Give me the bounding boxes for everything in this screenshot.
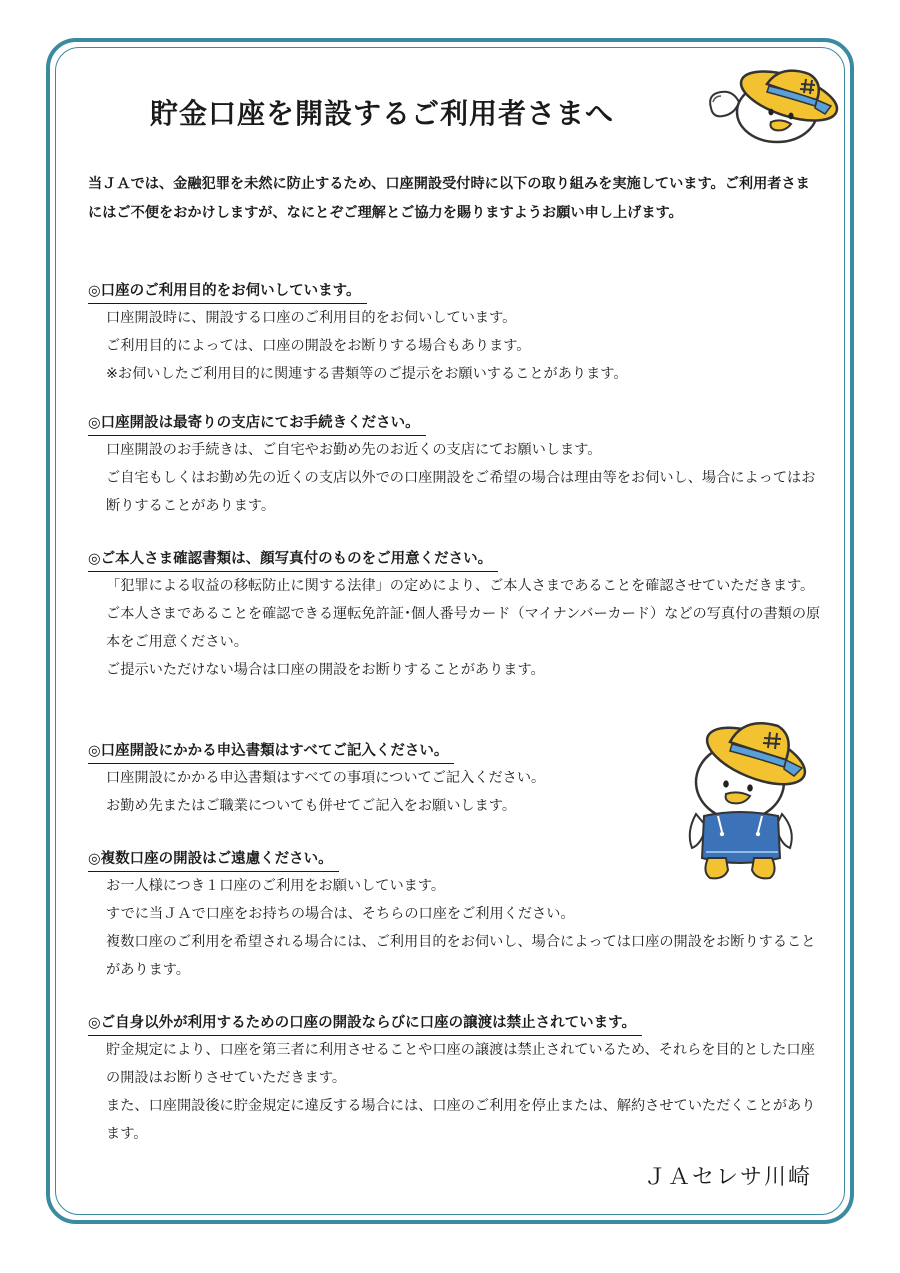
section-heading: ◎ご自身以外が利用するための口座の開設ならびに口座の譲渡は禁止されています。 xyxy=(88,1012,642,1036)
section-line: 口座開設にかかる申込書類はすべての事項についてご記入ください。 xyxy=(106,770,546,786)
section-line: ご利用目的によっては、口座の開設をお断りする場合もあります。 xyxy=(106,338,531,354)
section-line: ※お伺いしたご利用目的に関連する書類等のご提示をお願いすることがあります。 xyxy=(106,366,628,382)
section-line: 複数口座のご利用を希望される場合には、ご利用目的をお伺いし、場合によっては口座の開設をお断りすることがあります。 xyxy=(106,934,816,978)
section-identification xyxy=(88,548,823,684)
section-line: 「犯罪による収益の移転防止に関する法律」の定めにより、ご本人さまであることを確認させていただきます。 xyxy=(106,578,815,594)
section-line: すでに当ＪＡで口座をお持ちの場合は、そちらの口座をご利用ください。 xyxy=(106,906,575,922)
mascot-head-icon xyxy=(705,66,840,146)
section-heading: ◎口座開設は最寄りの支店にてお手続きください。 xyxy=(88,412,426,436)
section-multiple-accounts xyxy=(88,848,823,984)
section-application-forms xyxy=(88,740,678,820)
page-title: 貯金口座を開設するご利用者さまへ xyxy=(150,97,615,130)
signature: ＪＡセレサ川崎 xyxy=(643,1165,812,1190)
section-line: 口座開設のお手続きは、ご自宅やお勤め先のお近くの支店にてお願いします。 xyxy=(106,442,602,458)
section-heading: ◎ご本人さま確認書類は、顔写真付のものをご用意ください。 xyxy=(88,548,498,572)
section-line: お一人様につき１口座のご利用をお願いしています。 xyxy=(106,878,446,894)
section-line: ご自宅もしくはお勤め先の近くの支店以外での口座開設をご希望の場合は理由等をお伺いし、場合によってはお断りすることがあります。 xyxy=(106,470,816,514)
section-line: また、口座開設後に貯金規定に違反する場合には、口座のご利用を停止または、解約させていただくことがあります。 xyxy=(106,1098,816,1142)
section-nearest-branch xyxy=(88,412,823,520)
section-line: お勤め先またはご職業についても併せてご記入をお願いします。 xyxy=(106,798,517,814)
section-heading: ◎複数口座の開設はご遠慮ください。 xyxy=(88,848,339,872)
section-third-party-prohibited xyxy=(88,1012,823,1148)
section-line: 貯金規定により、口座を第三者に利用させることや口座の譲渡は禁止されているため、それらを目的とした口座の開設はお断りさせていただきます。 xyxy=(106,1042,815,1086)
section-heading: ◎口座開設にかかる申込書類はすべてご記入ください。 xyxy=(88,740,454,764)
section-purpose xyxy=(88,280,823,388)
intro-text: 当ＪＡでは、金融犯罪を未然に防止するため、口座開設受付時に以下の取り組みを実施しています。ご利用者さまにはご不便をおかけしますが、なにとぞご理解とご協力を賜りますようお願い申し上げます。 xyxy=(88,176,810,221)
section-line: ご提示いただけない場合は口座の開設をお断りすることがあります。 xyxy=(106,662,545,678)
section-line: ご本人さまであることを確認できる運転免許証･個人番号カード（マイナンバーカード）などの写真付の書類の原本をご用意ください。 xyxy=(106,606,821,650)
section-line: 口座開設時に、開設する口座のご利用目的をお伺いしています。 xyxy=(106,310,517,326)
section-heading: ◎口座のご利用目的をお伺いしています。 xyxy=(88,280,367,304)
